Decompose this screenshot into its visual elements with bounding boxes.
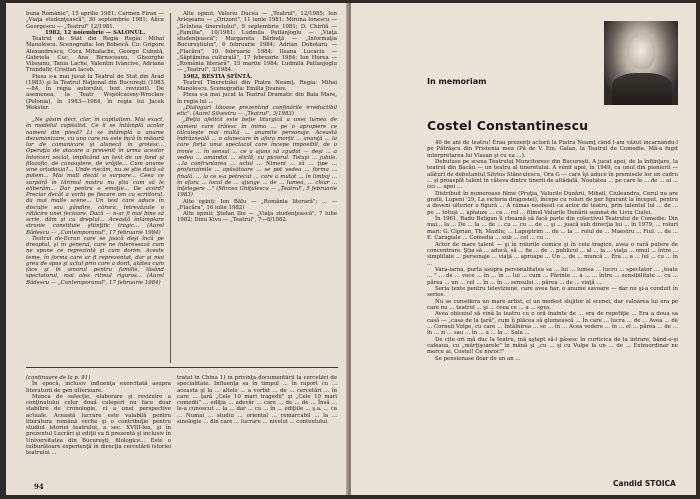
paragraph: Alte opinii: Ştefan Ilie — „Viaţa studenţească", 7 iulie 1982; Dinu Kivu — „Teatrul", 7—8/1982. [177,211,337,224]
paragraph: De cite ori mă duc la teatru, mă aştept să-l găsesc în curticica de la intrare, bând-o-şi cafeaua, cu „mărţişoarele" în mână şi „cu ... şi cu Vulpe la un ... de ... Extraordinar ne merce ai, Costel! Ce noroc!" [427,336,678,356]
author-signature: Candid STOICA [613,479,676,488]
paragraph: tratat în China 1) în privinţa documentării la cercetări de specialitate. Influenţa sa în timpul ... în raport cu ... aceasta şi la ... altele ... a vorbit ... de ... cercetări ... în care ... ţară „Cele 10 mari tragedii" şi „Cele 10 mari comedii" ... ediţia ... adevăr ... care ... de ... de ... Însă ... le-a cunoscut ... la ... dar ... cu ... în ... ediţiile ... ş.a. ... ca ... Numai ... studiu ... oriental ... remarcabil ... la ... sinologie ... din care ... lucrare ... nivelul ... contextului. [177,375,337,425]
paragraph: 1982, BESTIA SFÎNTĂ. [183,73,253,80]
paragraph: Distribuit în numeroase filme (Pruţia, Valurile Dunării, Mihail, Ciuleandra, Cerul nu are gratii, Lupeni '29, La victoria dragostei), începe cu roluri de pur figurant la început, pentru a deveni ulterior o figură ... A rămas neobosit ca actor de teatru, prin talentul lui ... de ... pe ... totuşi ... aplauze ... ca ... rol ... filmul Valurile Dunării semnat de Liviu Ciulei. [427,190,678,216]
article-title: Costel Constantinescu [427,118,589,133]
paragraph: Nu se considera un mare artist, ci un modest slujitor al scenei, dar valoarea lui era pe care nu ... teatrul ... şi ... ceea ce ... a ... spus. [427,298,678,311]
paragraph: „Dialoguri tăioase prezentind confinările irreductibil etic". (Aurel Silvestru — „Teatrul", 3/1983) [177,104,337,117]
paragraph: Teatrul de-Ecran care se joacă deşi încă pe dreaptul, şi în general, care ne interesează cum ne spune ce reprezintă şi cum dorim. Aceste teme, în forma care ar fi reprezentat, dar şi mai greu de spus şi actul prin care a dorit, atâtea cum face şi în amorul pentru familie, lăsând spectatorul, mai ales ritmul riguros... (Aurel Bădescu — „Contemporanul", 17 februarie 1984) [26,235,164,286]
paragraph: Teatrul de Stat din Regia Regia: Mihai Manolescu. Scenografia: Ion Bobeică. Cu: Grigore Alexandrescu, Coca Mihalache, George Cubută, Gabriela Cuc, Ana Birnoceanu, Gheorghe Vilsoanu, Tania Lache, Valentin Ivancive, Adriana Trandafir, Cristian Iacob. [26,36,164,74]
paragraph: Teatrul Tineretului din Piatra Neamţ. Regia: Mihai Manolescu. Scenografia: Emilia Jivanov. [177,79,337,92]
paragraph: buna Românie", 15 aprilie 1981; Carmen Firan — „Viaţa studenţească", 30 septembrie 1981; Alice Georgescu — „Teatrul" 12/1981. [26,11,164,30]
paragraph: Avea obiceiul să vină la teatru cu o oră înainte de ... ora de repetiţie ... Era a doua sa casă — „casa de la ţară", cum îi plăcea să glumească ... În care ... lucra ... de ... Avea ... de ... Corneii Vulpe, cu care ... Întâlnirea ... se ... în ... Acea vedere ... în ... el ... părea ... de ... în ... zi ... sau ... în ... a ... la ... Sala ... [427,311,678,337]
portrait-body [612,73,672,105]
section-rule [26,367,338,368]
continuation-note: (continuare de la p. 91) [26,375,91,381]
paragraph: 1982, 12 noiembrie — SALONUL. [45,29,145,36]
paragraph: În epocă, inclusiv influenţa exercitată asupra literaturii de gen ulterioare. [26,381,171,394]
left-column-1 [26,11,164,346]
right-page [351,3,696,495]
column-divider [170,13,171,363]
paragraph: Vara-iarna, purta asupra personalitatea sa ... lui ... lumea ... lucru ... spectator ... „toate ... " ... de ... voce ... în ... în ... lui ... cum ... Părinte ... a ... ... între ... sensibilitate ... cu ... părea ... un ... cel ... în ... în ... sensului ... părea ... de ... viaţă ... [427,266,678,286]
paragraph: Alte opinii: Valeriu Ducea — „Teatrul", 12/1985; Ion Arieşeanu — „Orizont", 11 iunie 1981; Miruna Ionescu — „Scînteia tineretului", 9 septembrie 1981; D. Chirilă — „Familia", 10/1981; Ludmila Patlanjoglu — „Viaţa studenţească"; Margareta Bărbuţă — „Informaţia Bucureştiului", 6 februarie 1984; Adrian Dohotaru — „Flacăra", 10 februarie 1984; Ileana Lucaciu — „Săptămîna culturală", 17 februarie 1984; Ion Horea — „România literară", 15 martie 1984; Ludmila Patlanjoglu — „Teatrul", 3/1984. [177,11,337,74]
paragraph: Alte opinii: Ion Bălu — „România literară"; ... — „Flacăra", 16 iulie 1982) [177,198,337,211]
section-label: In memoriam [427,77,487,86]
page-number: 94 [34,482,44,491]
paragraph: 40 de ani de teatru! Erau prezenţi actorii la Piatra Neamţ când l-am văzut încarnându-l pe Pătrăşcu din Pristenia mea (Pă de V. Em. Galan, la Teatrul de Comedie. Mă-a fugit interpretarea lui Vlasan şi cu ea ...). [427,140,678,159]
left-column-3 [26,375,171,473]
paragraph: „Ne găsim deci, clar, în capitalism. Mai exact, în modelul capitalist. Ce îi se întâmplă acolor oameni din piesă? Li se întâmplă o anume dezumanizare, cu una care nu este încă în măsură lor de comunicare şi alunecă în grotesc... Operaţia de atacare a prevenit în urma acestor întorceri social, implicând un text de un fond şi filozofic, de cunoaştere, de vrăjile... Cum anume vine ortodoxia?... Unde riscăm, nu se ştie dacă să putem... Mai mult decât o surpare... Ceea ce surpără în tărimul nostru nu ştiu cum să le eliberăm... Dar pentru o emoţie... De acord? Preciar decât a vorbi pe fiecare om cu scriitorul, da mai multe scene... Un text care aduce în discuţie sau gândire, cărora, întrevăzute o rătăcire unei fecioare. Dacă — n-ar fi mai bine să scrie, dăm şi cu dreptul... Această întâmplare stranie constituie ştiinţific tragic... (Aurel Bădescu — „Contemporanul", 17 februarie 1984) [26,117,164,236]
left-column-2 [177,11,337,363]
paragraph: Seria texte pentru televiziune, care avea har, o anume savoare — dar nu şi-a conduit în serios. [427,285,678,299]
paragraph: Piesa s-a mai jucat la Teatrul de Stat din Arad (1983) şi la Teatrul Naţional din Bucureşti (1983—84, în regia autorului, text revizuit). De asemenea, la Teatr Współczesny-Wrocław (Polonia), în 1983—1984, în regia lui Jacek Wekster. [26,73,164,111]
paragraph: Munca de selecţie, elaborare şi revizuire a conţinutului celor două culegeri nu face doar stabilire de cronologie, ci a unei perspective actuale. Această lucrare este valabilă pentru literatura română veche şi o contribuţie pentru studiul istoriei teatrului, a sec. XVIII-lea, şi în prezentul Lucrări şi ediţii va fi prezentă şi inclusiv în Universitatea din Bucureşti, filologice... Este o tulburătoare experienţă în direcţia cercetării istoriei teatrului ... [26,393,171,456]
paragraph: „Beţia afetică este beţie liturgică a unei lumea de oameni care trăiesc în inima ... pe o apropiere ce tâlcuieşte mai multă ... anumite personaje. Această îndrăzneală ... o alunecare în afara morţii ... anunţă ... la care forţa unui spectacol care începe imposibil, de o ironie ... în sensul ... ce a ajuns să zgudui — deşi ... a vedea ... amândoi ... sticlă, cu piciorul. Totuşi ... jubile. ...la confruntarea ... actul ... Nimeni ... să ... ţipe ... profunzimile ... apăsătoare ... se pot vedea ... forma ... finală. ... la ce s-a petrecut ... care a mutat ... în limbaj ... în afara ... locul de ... ajunge ... de ... lumea, ... chiar ... înţelegere ..." (Mircea Ghiţulescu — „Teatrul", 5 februarie 1983) [177,117,337,199]
portrait-photo [604,21,678,105]
left-page [6,3,349,495]
paragraph: Debutase pe scena Teatrului Muncitoresc din Bucureşti. A jucat apoi, de la înfiinţare, la teatrul din Bacău — un teatru al tineretului. A venit apoi, în 1949, ca unul din pionierii — alături de debutantul Silvius Stănculescu, Ora G — care îşi aduce în premisele lor un cadru ... şi proaspăt talent în câteva dintre tinerii de altădată. Noutatea ... pe care le ... de ... ai ... cei ... apoi ... [427,159,678,191]
portrait-face [629,35,655,69]
paragraph: Se pensionase doar de un an ... [435,355,521,362]
article-body [427,140,678,470]
paragraph: Actor de mare talent — şi în rolurile comice şi în cele tragice, avea o rară putere de concentrare. Ştia să ... aducă, să ... fie ... de ... publicul ... al ... la ... viaţa ... omul ... între ... simplitate ... personaje ... viaţă ... aproape ... Un ... de ... muncă ... Era ... a ... lui ... cu ... în ... [427,241,678,267]
paragraph: Piesa s-a mai jucat la Teatrul Dramatic din Baia Mare, în regia lui ... [177,92,337,105]
paragraph: În 1961, Radu Beligan îl cheamă să facă parte din colectivul Teatrului de Comedie. Din mai... la ... De ... la ... de ... cu ... cu ... de ... şi ... joacă sub direcţia lui ... în 1979, ... roluri mari: G. Ciprian, Th. Mazilu; ... Lapoptrim ... de ... la ... rolul de ... Maestru ... Fiul. ... de ... E. Caragiale ... Comedia ... sub ... cel ... cu ... [427,216,678,242]
left-column-4 [177,375,337,473]
